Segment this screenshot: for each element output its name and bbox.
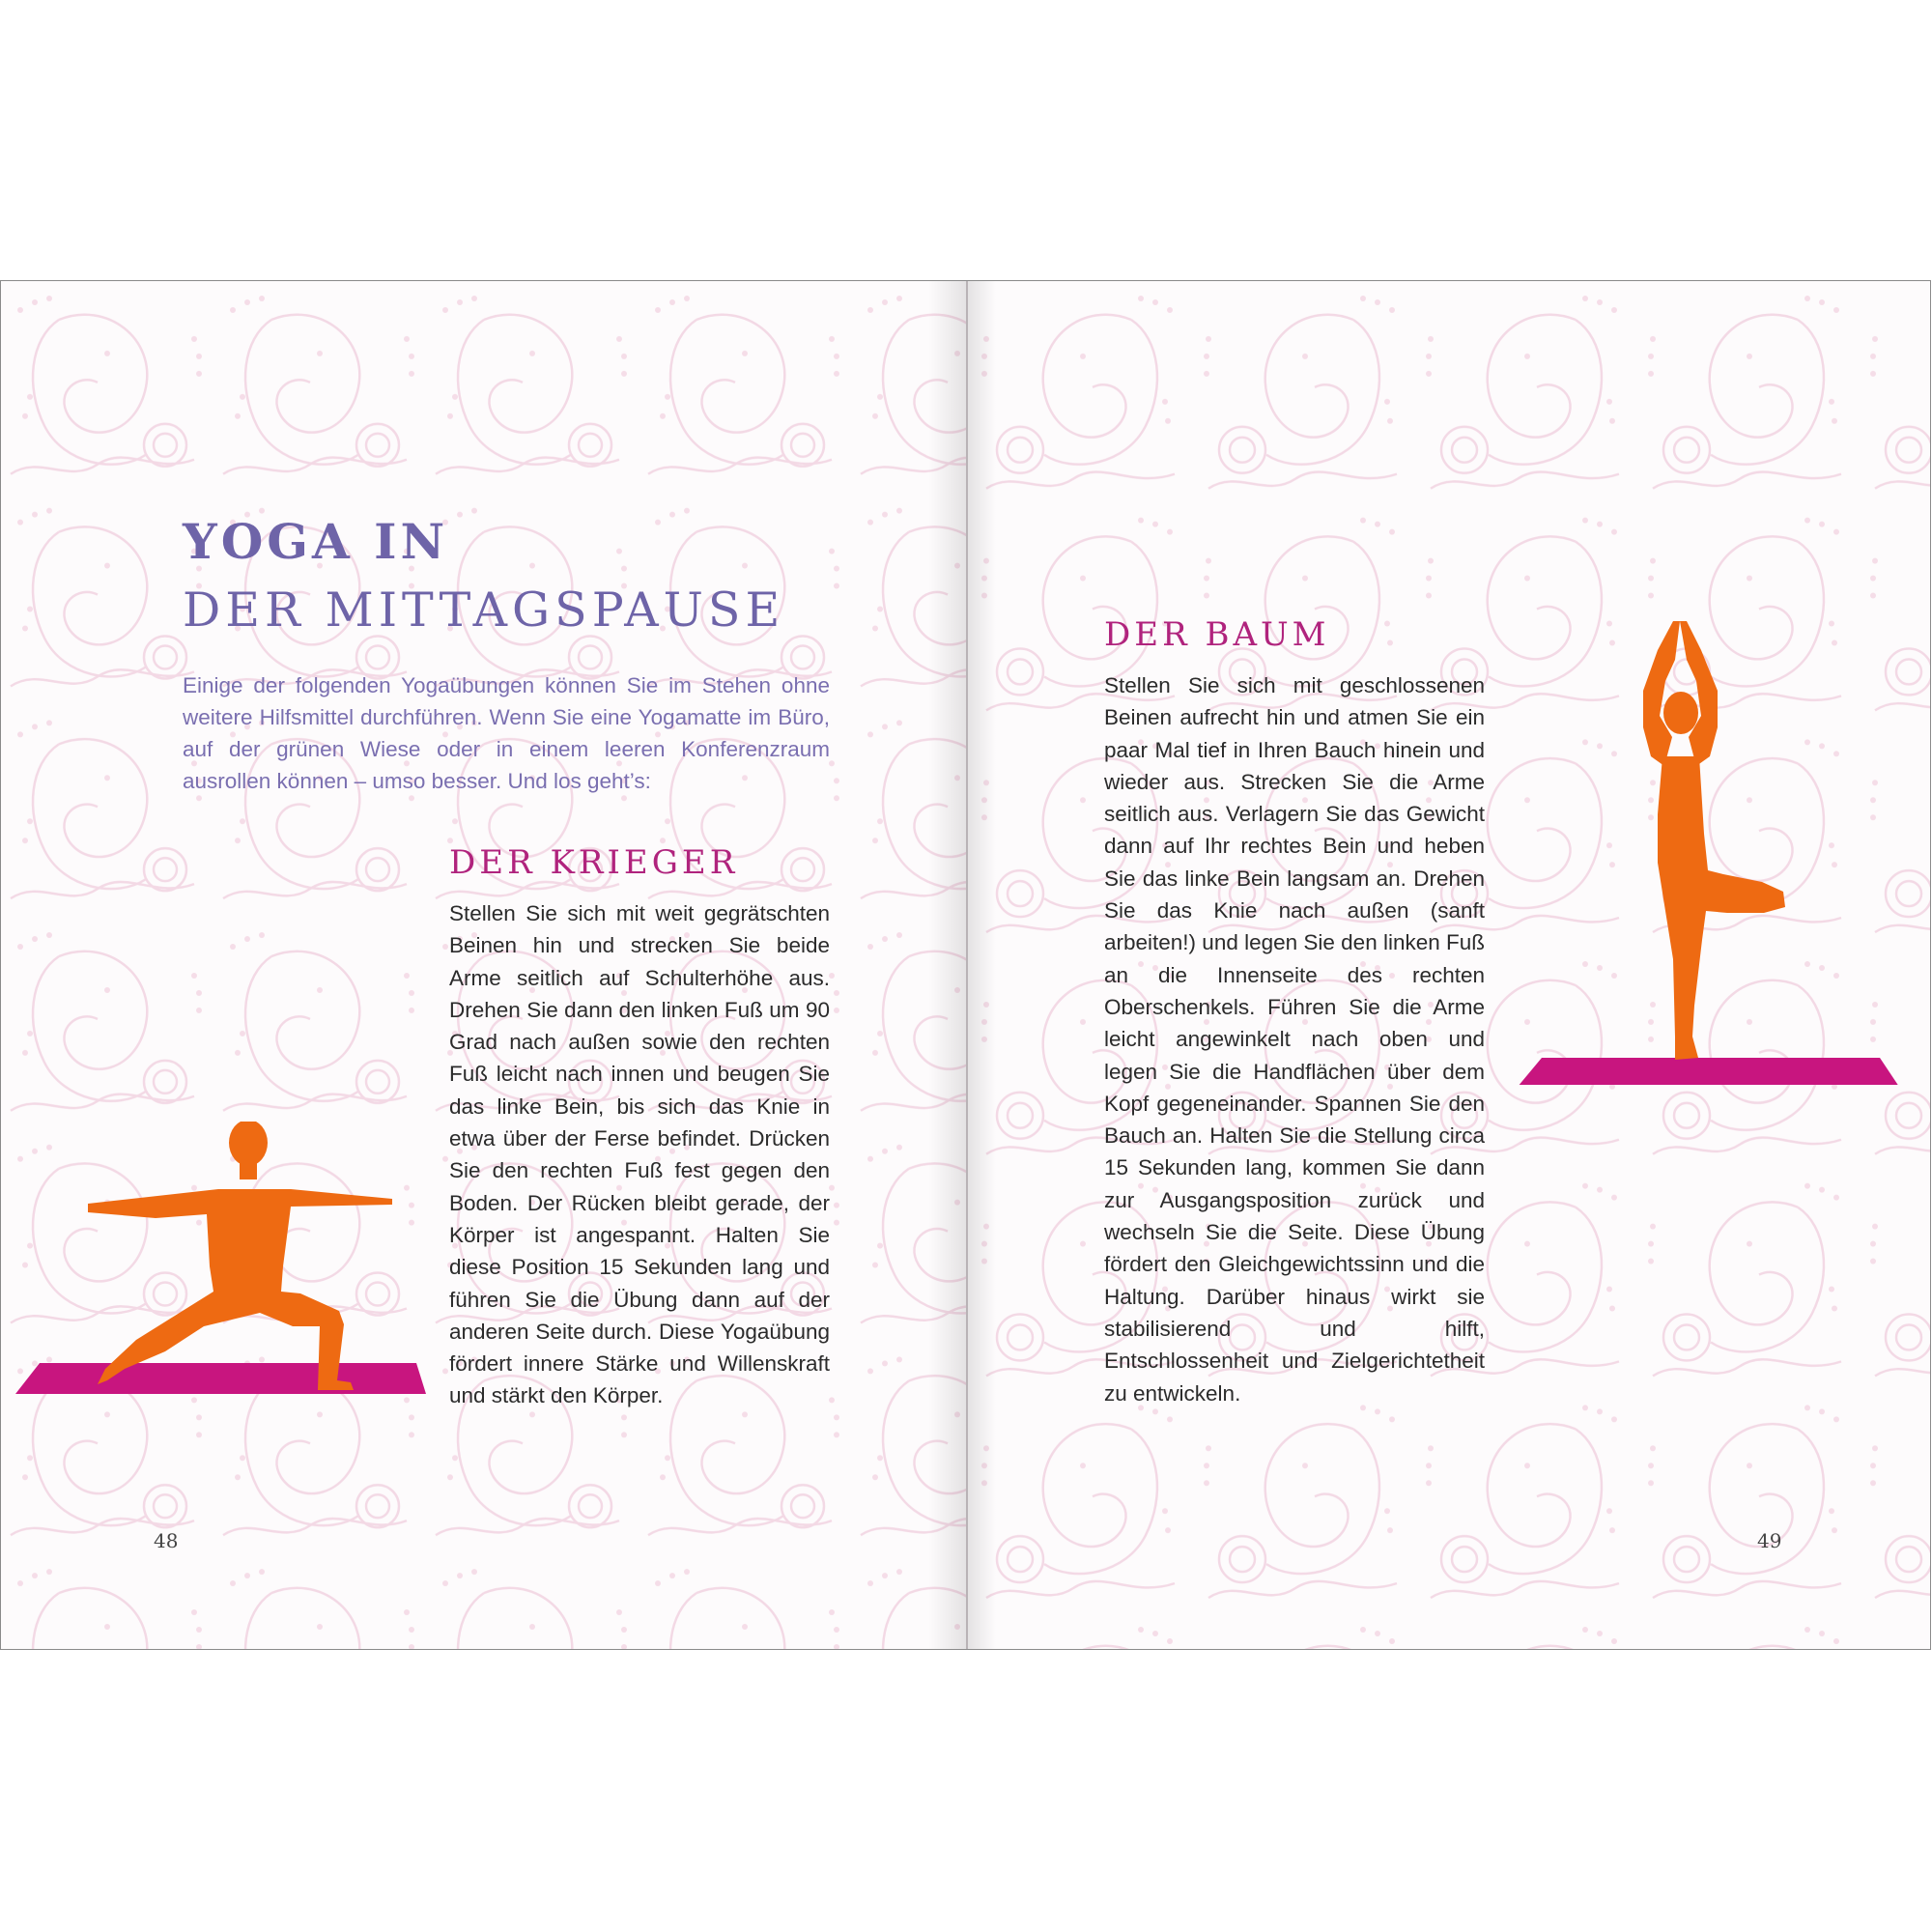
book-spread (0, 280, 1931, 1650)
page-number-left: 48 (154, 1529, 179, 1552)
gutter-shadow (928, 281, 967, 1649)
right-page (967, 281, 1931, 1649)
section-text-baum: Stellen Sie sich mit geschlossenen Beinen aufrecht hin und atmen Sie ein paar Mal tief in Ihren Bauch hinein und wieder aus. Strecken Sie die Arme seitlich aus. Verlagern Sie das Gewicht dann auf Ihr rechtes Bein und heben Sie das linke Bein langsam an. Drehen Sie das Knie nach außen (sanft arbeiten!) und legen Sie den linken Fuß an die Innenseite des rechten Oberschenkels. Führen Sie die Arme leicht angewinkelt nach oben und legen Sie die Handflächen über dem Kopf gegeneinander. Spannen Sie den Bauch an. Halten Sie die Stellung circa 15 Sekunden lang, kommen Sie dann zur Ausgangsposition zurück und wechseln Sie die Seite. Diese Übung fördert den Gleichgewichtssinn und die Haltung. Darüber hinaus wirkt sie stabilisierend und hilft, Entschlossenheit und Zielgerichtetheit zu entwickeln. (1104, 673, 1486, 1406)
yoga-mat (15, 1363, 426, 1394)
section-heading-baum: DER BAUM (1104, 615, 1330, 654)
page-number-right: 49 (1757, 1529, 1782, 1552)
page-title-line1: YOGA IN (183, 513, 449, 570)
left-page (1, 281, 967, 1649)
warrior-pose-icon (11, 1122, 436, 1411)
section-heading-krieger: DER KRIEGER (449, 843, 739, 882)
yoga-mat (1518, 1058, 1899, 1085)
section-text-krieger: Stellen Sie sich mit weit gegrätschten Beinen hin und strecken Sie beide Arme seitlich auf Schulterhöhe aus. Drehen Sie dann den linken Fuß um 90 Grad nach außen sowie den rechten Fuß leicht nach innen und beugen Sie das linke Bein, bis sich das Knie in etwa über der Ferse befindet. Drücken Sie den rechten Fuß fest gegen den Boden. Der Rücken bleibt gerade, der Körper ist angespannt. Halten Sie diese Position 15 Sekunden lang und führen Sie die Übung dann auf der anderen Seite durch. Diese Yogaübung fördert innere Stärke und Willenskraft und stärkt den Körper. (449, 901, 830, 1408)
page-title-line2: DER MITTAGSPAUSE (183, 582, 785, 638)
book-fold (966, 281, 968, 1649)
intro-paragraph: Einige der folgenden Yogaübungen können Sie im Stehen ohne weitere Hilfsmittel durchführen. Wenn Sie eine Yogamatte im Büro, auf der grünen Wiese oder in einem leeren Konferenzraum ausrollen können – umso besser. Und los geht’s: (183, 673, 830, 793)
gutter-shadow (967, 281, 996, 1649)
tree-pose-icon (1503, 621, 1918, 1085)
